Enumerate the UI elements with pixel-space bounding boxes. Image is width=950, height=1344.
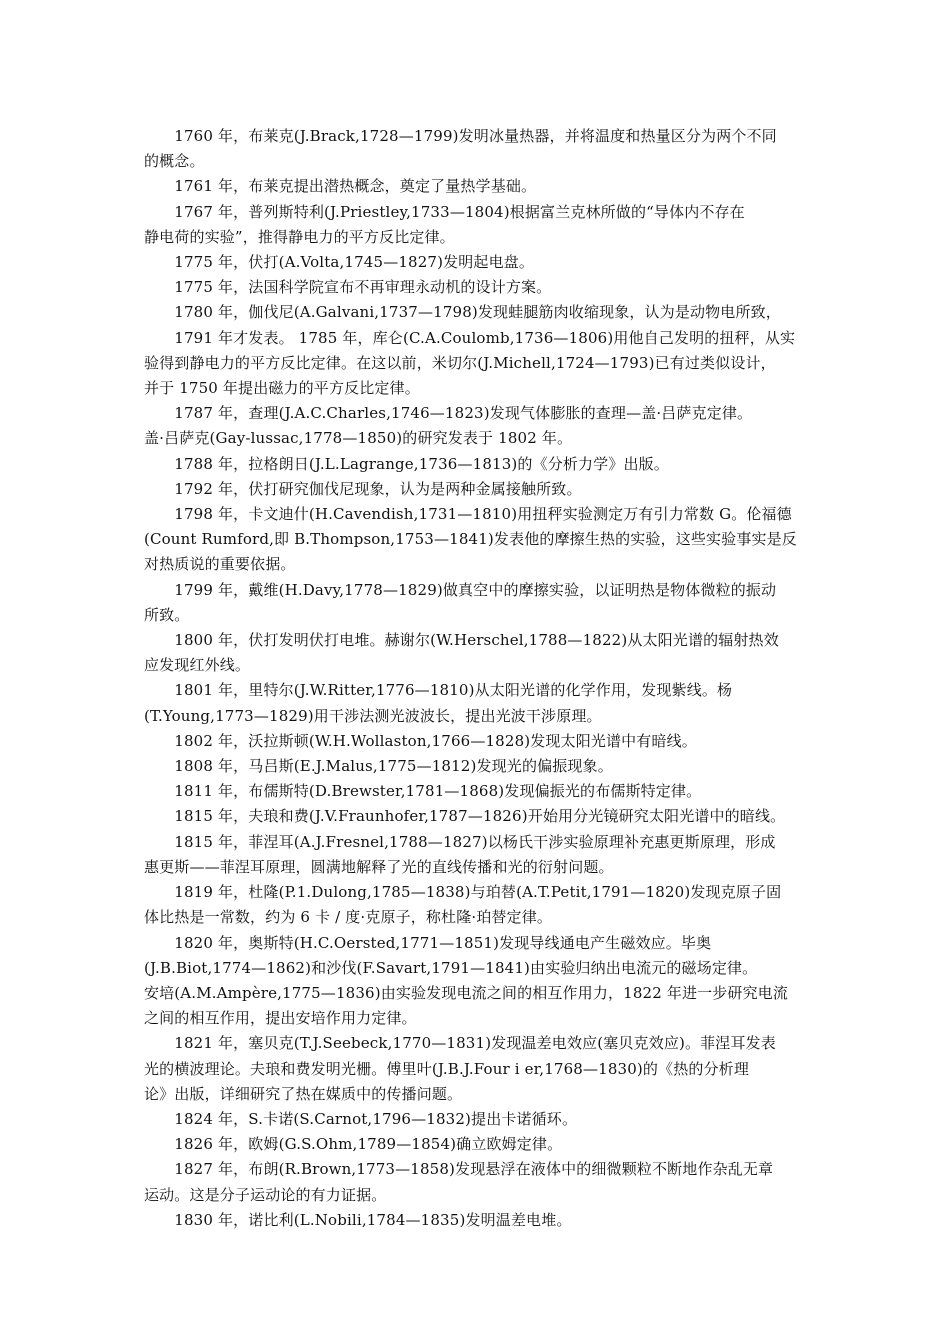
text-line: 所致。 — [144, 605, 190, 624]
chronology-entry — [144, 250, 820, 275]
chronology-entry — [144, 754, 820, 779]
text-line: 1767 年，普列斯特利(J.Priestley,1733—1804)根据富兰克林所做的“导体内不存在 — [144, 202, 745, 221]
text-line: 并于 1750 年提出磁力的平方反比定律。 — [144, 379, 420, 398]
chronology-entry — [144, 1157, 820, 1207]
chronology-entry — [144, 326, 820, 402]
text-line: 1811 年，布儒斯特(D.Brewster,1781—1868)发现偏振光的布儒斯特定律。 — [144, 782, 702, 801]
text-line: (T.Young,1773—1829)用干涉法测光波波长，提出光波干涉原理。 — [144, 706, 602, 725]
text-line: 1760 年，布莱克(J.Brack,1728—1799)发明冰量热器，并将温度和热量区分为两个不同 — [144, 127, 777, 145]
text-line: 1827 年，布朗(R.Brown,1773—1858)发现悬浮在液体中的细微颗粒不断地作杂乱无章 — [144, 1160, 774, 1179]
text-line: 惠更斯——菲涅耳原理，圆满地解释了光的直线传播和光的衍射问题。 — [144, 857, 614, 876]
chronology-entry — [144, 300, 820, 325]
chronology-entry — [144, 804, 820, 829]
text-line: 1791 年才发表。 1785 年，库仑(C.A.Coulomb,1736—1806)用他自己发明的扭秤，从实 — [144, 328, 796, 347]
text-line: 1824 年，S.卡诺(S.Carnot,1796—1832)提出卡诺循环。 — [144, 1109, 578, 1128]
text-line: (J.B.Biot,1774—1862)和沙伐(F.Savart,1791—1841)由实验归纳出电流元的磁场定律。 — [144, 958, 758, 977]
text-line: 1808 年，马吕斯(E.J.Malus,1775—1812)发现光的偏振现象。 — [144, 757, 613, 776]
text-line: 体比热是一常数，约为 6 卡 / 度·克原子，称杜隆·珀替定律。 — [144, 908, 553, 927]
text-line: 1815 年，菲涅耳(A.J.Fresnel,1788—1827)以杨氏干涉实验原理补充惠更斯原理，形成 — [144, 832, 776, 851]
text-line: 1775 年，法国科学院宣布不再审理永动机的设计方案。 — [144, 278, 552, 297]
text-line: 1788 年，拉格朗日(J.L.Lagrange,1736—1813)的《分析力学》出版。 — [144, 454, 669, 473]
text-line: 安培(A.M.Ampère,1775—1836)由实验发现电流之间的相互作用力，1822 年进一步研究电流 — [144, 983, 789, 1002]
text-line: 1761 年，布莱克提出潜热概念，奠定了量热学基础。 — [144, 177, 537, 196]
text-line: 1820 年，奥斯特(H.C.Oersted,1771—1851)发现导线通电产生磁效应。毕奥 — [144, 933, 712, 952]
text-line: 1798 年，卡文迪什(H.Cavendish,1731—1810)用扭秤实验测定万有引力常数 G。伦福德 — [144, 505, 792, 524]
chronology-entry — [144, 931, 820, 1032]
text-line: 盖·吕萨克(Gay-lussac,1778—1850)的研究发表于 1802 年。 — [144, 429, 573, 448]
text-line: 论》出版，详细研究了热在媒质中的传播问题。 — [144, 1084, 463, 1103]
chronology-entry — [144, 1107, 820, 1132]
text-line: 对热质说的重要依据。 — [144, 555, 296, 574]
text-line: 1799 年，戴维(H.Davy,1778—1829)做真空中的摩擦实验，以证明热是物体微粒的振动 — [144, 580, 777, 599]
text-line: (Count Rumford,即 B.Thompson,1753—1841)发表他的摩擦生热的实验，这些实验事实是反 — [144, 530, 797, 549]
chronology-entry — [144, 200, 820, 250]
chronology-entry — [144, 830, 820, 880]
text-line: 1801 年，里特尔(J.W.Ritter,1776—1810)从太阳光谱的化学作用，发现紫线。杨 — [144, 681, 733, 700]
text-line: 1830 年，诺比利(L.Nobili,1784—1835)发明温差电堆。 — [144, 1210, 572, 1229]
text-line: 运动。这是分子运动论的有力证据。 — [144, 1185, 387, 1204]
text-line: 的概念。 — [144, 152, 205, 171]
chronology-entry — [144, 502, 820, 578]
text-line: 1826 年，欧姆(G.S.Ohm,1789—1854)确立欧姆定律。 — [144, 1135, 563, 1154]
chronology-entry — [144, 729, 820, 754]
chronology-entry — [144, 1132, 820, 1157]
text-line: 1800 年，伏打发明伏打电堆。赫谢尔(W.Herschel,1788—1822)从太阳光谱的辐射热效 — [144, 631, 779, 650]
text-line: 1775 年，伏打(A.Volta,1745—1827)发明起电盘。 — [144, 253, 535, 272]
chronology-entry — [144, 880, 820, 930]
text-line: 1792 年，伏打研究伽伐尼现象，认为是两种金属接触所致。 — [144, 479, 582, 498]
text-line: 应发现红外线。 — [144, 656, 251, 675]
chronology-entry — [144, 275, 820, 300]
text-line: 光的横波理论。夫琅和费发明光栅。傅里叶(J.B.J.Four i er,1768—1830)的《热的分析理 — [144, 1059, 749, 1078]
chronology-entry — [144, 477, 820, 502]
chronology-entry — [144, 452, 820, 477]
text-line: 之间的相互作用，提出安培作用力定律。 — [144, 1009, 417, 1028]
chronology-entry — [144, 628, 820, 678]
text-line: 验得到静电力的平方反比定律。在这以前，米切尔(J.Michell,1724—1793)已有过类似设计， — [144, 353, 776, 372]
chronology-entry — [144, 779, 820, 804]
text-line: 1780 年，伽伐尼(A.Galvani,1737—1798)发现蛙腿筋肉收缩现象，认为是动物电所致， — [144, 303, 781, 322]
text-line: 1787 年，查理(J.A.C.Charles,1746—1823)发现气体膨胀的查理—盖·吕萨克定律。 — [144, 404, 753, 423]
chronology-entry — [144, 678, 820, 728]
text-line: 1819 年，杜隆(P.1.Dulong,1785—1838)与珀替(A.T.Petit,1791—1820)发现克原子固 — [144, 883, 782, 902]
text-line: 1802 年，沃拉斯顿(W.H.Wollaston,1766—1828)发现太阳光谱中有暗线。 — [144, 731, 697, 750]
document-body — [144, 124, 820, 1233]
text-line: 1815 年，夫琅和费(J.V.Fraunhofer,1787—1826)开始用分光镜研究太阳光谱中的暗线。 — [144, 807, 786, 826]
text-line: 静电荷的实验”，推得静电力的平方反比定律。 — [144, 227, 455, 246]
chronology-entry — [144, 124, 820, 174]
chronology-entry — [144, 578, 820, 628]
chronology-entry — [144, 1031, 820, 1107]
chronology-entry — [144, 401, 820, 451]
chronology-entry — [144, 174, 820, 199]
chronology-entry — [144, 1208, 820, 1233]
text-line: 1821 年，塞贝克(T.J.Seebeck,1770—1831)发现温差电效应(塞贝克效应)。菲涅耳发表 — [144, 1034, 776, 1053]
